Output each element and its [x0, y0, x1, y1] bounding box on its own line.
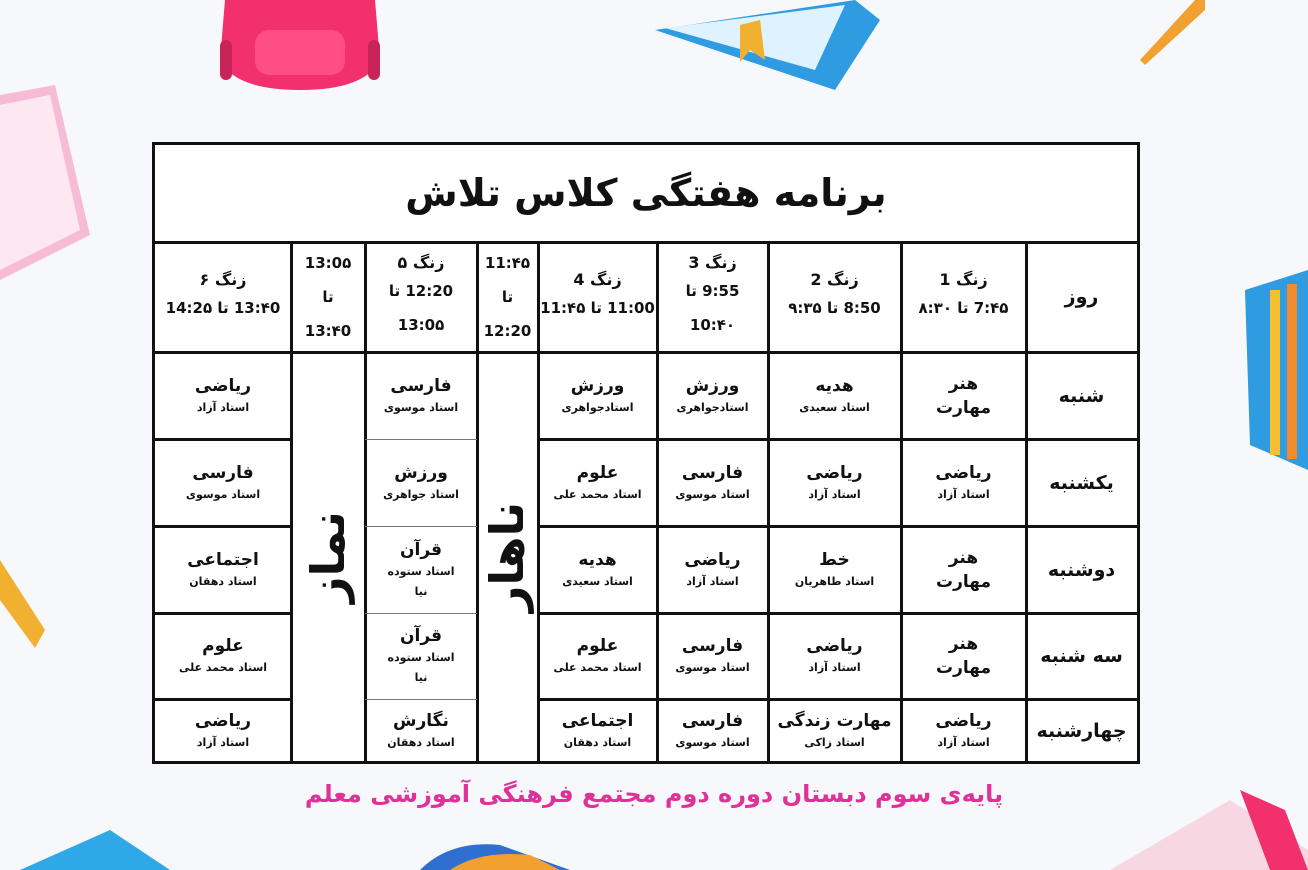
teacher-name-cont: نیا — [414, 671, 428, 684]
teacher-name: استاد آزاد — [196, 735, 250, 749]
day-name: چهارشنبه — [1036, 719, 1127, 742]
teacher-name: مهارت — [936, 397, 992, 418]
book-decoration — [655, 0, 885, 95]
class-cell — [657, 699, 768, 762]
break-1-sep: تا — [501, 287, 514, 306]
day-label-cell — [1026, 613, 1137, 699]
subject-name: ریاضی — [806, 636, 863, 656]
class-cell — [768, 526, 901, 613]
teacher-name: استادجواهری — [676, 400, 749, 414]
backpack-decoration — [215, 0, 385, 95]
class-cell — [365, 613, 477, 699]
break-1-start: 11:۴۵ — [484, 253, 531, 272]
teacher-name: استاد موسوی — [675, 661, 750, 674]
ruler-decoration — [1135, 0, 1205, 65]
class-cell — [901, 439, 1026, 526]
class-cell — [155, 352, 291, 439]
subject-name: قرآن — [399, 539, 443, 560]
bell-4-name: زنگ 4 — [573, 269, 622, 289]
subject-name: ورزش — [685, 375, 740, 396]
schedule-table — [152, 142, 1140, 764]
teacher-name: استاد موسوی — [383, 400, 459, 414]
day-label-cell — [1026, 439, 1137, 526]
bell-1-time: 7:۴۵ تا ۸:۳۰ — [918, 298, 1009, 317]
day-label-cell — [1026, 526, 1137, 613]
teacher-name: استاد دهقان — [189, 574, 257, 588]
class-cell — [768, 439, 901, 526]
class-cell — [538, 352, 657, 439]
teacher-name: مهارت — [936, 571, 992, 592]
bell-5-time-start: 12:20 تا — [388, 281, 454, 300]
teacher-name: استاد موسوی — [185, 487, 261, 501]
day-name: دوشنبه — [1047, 558, 1116, 581]
subject-name: فارسی — [681, 636, 744, 656]
header-break-2 — [291, 241, 365, 352]
subject-name: فارسی — [192, 462, 254, 483]
subject-name: خط — [819, 549, 850, 570]
subject-name: علوم — [576, 636, 619, 656]
teacher-name: استاد دهقان — [387, 735, 455, 749]
class-cell — [901, 526, 1026, 613]
bell-5-name: زنگ ۵ — [397, 252, 445, 272]
header-bell-1 — [901, 241, 1026, 352]
class-cell — [901, 699, 1026, 762]
class-cell — [365, 439, 477, 526]
prayer-break-column — [291, 352, 365, 762]
teacher-name: مهارت — [936, 658, 992, 678]
schedule-title: برنامه هفتگی کلاس تلاش — [405, 171, 887, 215]
subject-name: ریاضی — [194, 375, 252, 396]
class-cell — [365, 352, 477, 439]
header-day — [1026, 241, 1137, 352]
class-cell — [538, 613, 657, 699]
header-bell-6 — [155, 241, 291, 352]
subject-name: ریاضی — [935, 462, 992, 483]
subject-name: ریاضی — [194, 710, 252, 731]
subject-name: هدیه — [815, 375, 854, 396]
subject-name: فارسی — [681, 710, 744, 731]
class-cell — [657, 613, 768, 699]
subject-name: فارسی — [681, 462, 744, 483]
class-cell — [538, 699, 657, 762]
class-cell — [365, 526, 477, 613]
lunch-break-column — [477, 352, 538, 762]
teacher-name: استاد ستوده — [387, 651, 455, 664]
subject-name: اجتماعی — [187, 549, 259, 570]
subject-name: ورزش — [394, 462, 448, 483]
break-2-end: 13:۴0 — [304, 321, 352, 340]
prayer-break-label: نماز — [301, 511, 355, 603]
subject-name: علوم — [576, 462, 619, 483]
bell-3-name: زنگ 3 — [688, 252, 737, 272]
day-column-label: روز — [1064, 285, 1099, 308]
class-cell — [538, 526, 657, 613]
break-2-sep: تا — [322, 287, 334, 306]
class-cell — [768, 699, 901, 762]
pencil-decoration — [0, 560, 50, 650]
class-cell — [538, 439, 657, 526]
teacher-name: استاد زاکی — [804, 735, 865, 749]
teacher-name: استاد آزاد — [808, 661, 861, 674]
subject-name: علوم — [202, 636, 244, 656]
subject-name: ریاضی — [806, 462, 863, 483]
bell-6-name: زنگ ۶ — [199, 269, 247, 289]
title-row — [155, 145, 1137, 244]
teacher-name: استاد محمد علی — [553, 487, 642, 501]
book-decoration — [1235, 270, 1308, 470]
teacher-name: استاد آزاد — [937, 735, 990, 749]
header-bell-5 — [365, 241, 477, 352]
subject-name: قرآن — [399, 626, 443, 646]
teacher-name: استاد آزاد — [196, 400, 250, 414]
teacher-name: استاد سعیدی — [799, 400, 870, 414]
class-cell — [901, 352, 1026, 439]
class-cell — [155, 526, 291, 613]
break-1-end: 12:20 — [483, 321, 532, 340]
day-name: سه شنبه — [1040, 645, 1123, 667]
class-cell — [657, 439, 768, 526]
subject-name: ورزش — [570, 375, 625, 396]
teacher-name: استاد دهقان — [563, 735, 632, 749]
bell-2-time: 8:50 تا ۹:۳۵ — [788, 298, 881, 317]
teacher-name: استاد آزاد — [686, 574, 739, 588]
subject-name: اجتماعی — [561, 710, 634, 731]
bell-3-time-start: 9:55 تا — [685, 281, 740, 300]
subject-name: هدیه — [578, 549, 617, 570]
day-name: یکشنبه — [1049, 471, 1114, 494]
subject-name: هنر — [948, 373, 979, 394]
teacher-name: استاد سعیدی — [562, 574, 633, 588]
class-cell — [155, 439, 291, 526]
teacher-name: استاد محمد علی — [553, 661, 642, 674]
class-cell — [657, 526, 768, 613]
class-cell — [657, 352, 768, 439]
teacher-name: استاد موسوی — [675, 735, 750, 749]
header-bell-4 — [538, 241, 657, 352]
bell-5-time-end: 13:0۵ — [397, 315, 445, 334]
header-break-1 — [477, 241, 538, 352]
bell-3-time-end: 10:۴۰ — [689, 315, 736, 334]
bell-1-name: زنگ 1 — [939, 269, 988, 289]
subject-name: ریاضی — [684, 549, 741, 570]
teacher-name: استاد موسوی — [675, 487, 750, 501]
lunch-break-label: ناهار — [480, 501, 535, 613]
teacher-name: استاد محمد علی — [178, 661, 268, 674]
day-label-cell — [1026, 352, 1137, 439]
class-cell — [768, 613, 901, 699]
class-cell — [901, 613, 1026, 699]
subject-name: ریاضی — [935, 710, 992, 731]
subject-name: هنر — [948, 634, 979, 654]
bell-2-name: زنگ 2 — [810, 269, 859, 289]
bell-6-time: 13:۴0 تا 14:2۵ — [165, 298, 281, 317]
book-decoration — [420, 835, 580, 870]
header-bell-3 — [657, 241, 768, 352]
break-2-start: 13:0۵ — [304, 253, 352, 272]
teacher-name: استاد جواهری — [383, 487, 459, 501]
day-name: شنبه — [1058, 384, 1105, 407]
class-cell — [365, 699, 477, 762]
teacher-name: استادجواهری — [561, 400, 634, 414]
subject-name: مهارت زندگی — [777, 710, 892, 731]
day-label-cell — [1026, 699, 1137, 762]
subject-name: نگارش — [393, 710, 449, 731]
teacher-name-cont: نیا — [414, 584, 428, 598]
teacher-name: استاد آزاد — [937, 487, 990, 501]
book-decoration — [0, 820, 180, 870]
bell-4-time: 11:00 تا 11:۴۵ — [540, 298, 655, 317]
class-cell — [155, 613, 291, 699]
teacher-name: استاد ستوده — [387, 564, 455, 578]
book-decoration — [0, 85, 90, 285]
subject-name: هنر — [948, 547, 979, 568]
class-cell — [155, 699, 291, 762]
teacher-name: استاد طاهریان — [794, 574, 875, 588]
footer-caption: پایه‌ی سوم دبستان دوره دوم مجتمع فرهنگی آموزشی معلم — [304, 780, 1004, 808]
class-cell — [768, 352, 901, 439]
header-bell-2 — [768, 241, 901, 352]
teacher-name: استاد آزاد — [808, 487, 861, 501]
subject-name: فارسی — [390, 375, 452, 396]
